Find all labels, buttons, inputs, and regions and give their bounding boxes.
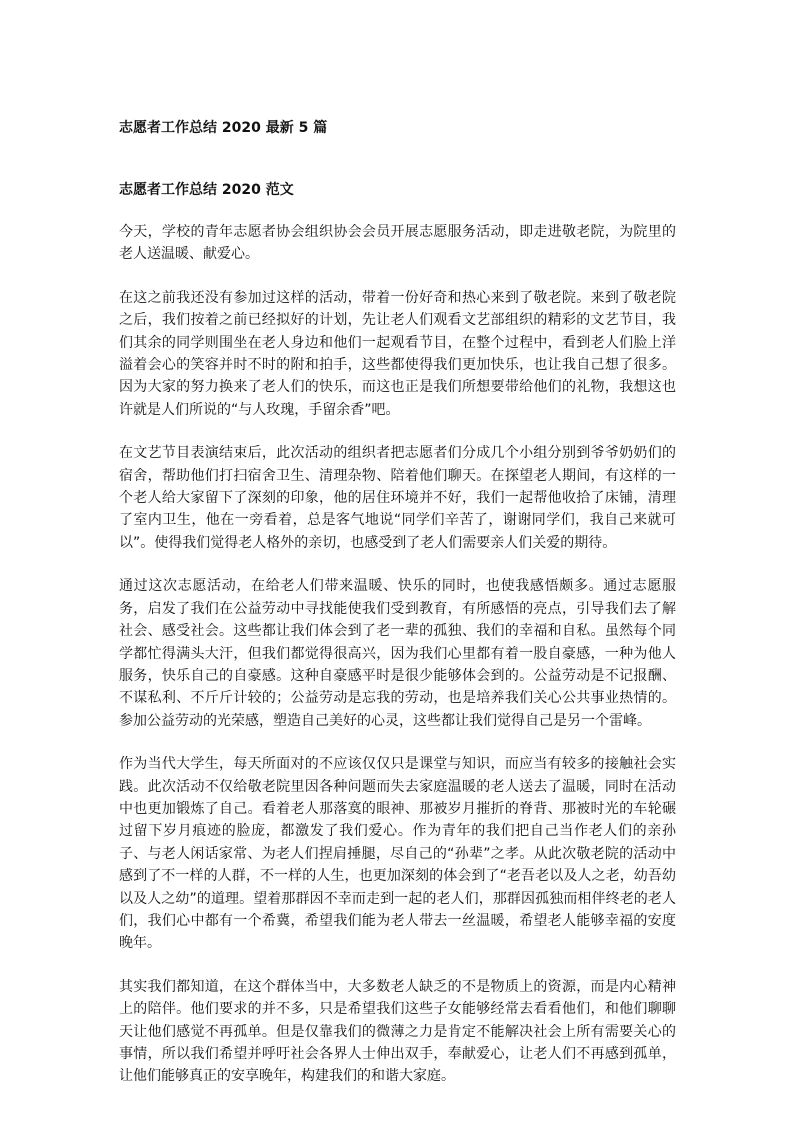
paragraph-6: 其实我们都知道，在这个群体当中，大多数老人缺乏的不是物质上的资源，而是内心精神上的陪伴。他们要求的并不多，只是希望我们这些子女能够经常去看看他们，和他们聊聊天让他们感觉不再孤单。但是仅靠我们的微薄之力是肯定不能解决社会上所有需要关心的事情，所以我们希望并呼吁社会各界人士伸出双手，奉献爱心，让老人们不再感到孤单，让他们能够真正的安享晚年，构建我们的和谐大家庭。 <box>119 978 676 1085</box>
paragraph-1: 今天，学校的青年志愿者协会组织协会会员开展志愿服务活动，即走进敬老院，为院里的老人送温暖、献爱心。 <box>119 224 676 263</box>
paragraph-4: 通过这次志愿活动，在给老人们带来温暖、快乐的同时，也使我感悟颇多。通过志愿服务，启发了我们在公益劳动中寻找能使我们受到教育，有所感悟的亮点，引导我们去了解社会、感受社会。这些都让我们体会到了老一辈的孤独、我们的幸福和自私。虽然每个同学都忙得满头大汗，但我们都觉得很高兴，因为我们心里都有着一股自豪感，一种为他人服务，快乐自己的自豪感。这种自豪感平时是很少能够体会到的。公益劳动是不记报酬、不谋私利、不斤斤计较的；公益劳动是忘我的劳动，也是培养我们关心公共事业热情的。参加公益劳动的光荣感，塑造自己美好的心灵，这些都让我们觉得自己是另一个雷峰。 <box>119 578 676 729</box>
paragraph-3: 在文艺节目表演结束后，此次活动的组织者把志愿者们分成几个小组分别到爷爷奶奶们的宿舍，帮助他们打扫宿舍卫生、清理杂物、陪着他们聊天。在探望老人期间，有这样的一个老人给大家留下了深刻的印象，他的居住环境并不好，我们一起帮他收拾了床铺，清理了室内卫生，他在一旁看着，总是客气地说“同学们辛苦了，谢谢同学们，我自己来就可以”。使得我们觉得老人格外的亲切，也感受到了老人们需要亲人们关爱的期待。 <box>119 445 676 551</box>
paragraph-5: 作为当代大学生，每天所面对的不应该仅仅只是课堂与知识，而应当有较多的接触社会实践。此次活动不仅给敬老院里因各种问题而失去家庭温暖的老人送去了温暖，同时在活动中也更加锻炼了自己。看着老人那落寞的眼神、那被岁月摧折的脊背、那被时光的车轮碾过留下岁月痕迹的脸庞，都激发了我们爱心。作为青年的我们把自己当作老人们的亲孙子、与老人闲话家常、为老人们捏肩捶腿，尽自己的“孙辈”之孝。从此次敬老院的活动中感到了不一样的人群，不一样的人生，也更加深刻的体会到了“老吾老以及人之老，幼吾幼以及人之幼”的道理。望着那群因不幸而走到一起的老人们，那群因孤独而相伴终老的老人们，我们心中都有一个希冀，希望我们能为老人带去一丝温暖，希望老人能够幸福的安度晚年。 <box>119 756 676 952</box>
paragraph-2: 在这之前我还没有参加过这样的活动，带着一份好奇和热心来到了敬老院。来到了敬老院之后，我们按着之前已经拟好的计划，先让老人们观看文艺部组织的精彩的文艺节目，我们其余的同学则围坐在老人身边和他们一起观看节目，在整个过程中，看到老人们脸上洋溢着会心的笑容并时不时的附和拍手，这些都使得我们更加快乐，也让我自己想了很多。因为大家的努力换来了老人们的快乐，而这也正是我们所想要带给他们的礼物，我想这也许就是人们所说的“与人玫瑰，手留余香”吧。 <box>119 289 676 418</box>
section-title: 志愿者工作总结 2020 范文 <box>119 182 294 198</box>
document-body <box>119 221 676 1109</box>
document-title: 志愿者工作总结 2020 最新 5 篇 <box>119 120 328 136</box>
